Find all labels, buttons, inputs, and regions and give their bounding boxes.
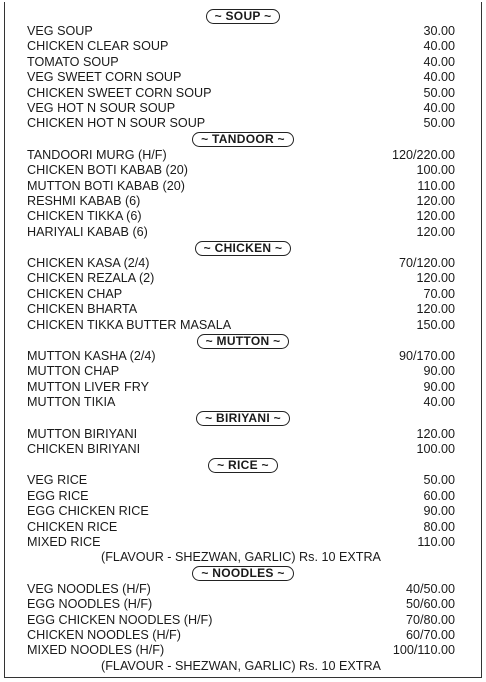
menu-item [5, 520, 481, 535]
item-name: CHICKEN KASA (2/4) [27, 256, 150, 271]
item-price: 90.00 [423, 364, 455, 379]
item-name: MUTTON BIRIYANI [27, 426, 138, 441]
menu-item [5, 116, 481, 131]
item-name: CHICKEN TIKKA (6) [27, 209, 142, 224]
item-name: MIXED NOODLES (H/F) [27, 643, 165, 658]
item-name: VEG RICE [27, 473, 88, 488]
item-name: RESHMI KABAB (6) [27, 193, 141, 208]
menu-item [5, 70, 481, 85]
menu-list [5, 2, 481, 674]
item-price: 50/60.00 [405, 597, 455, 612]
item-price: 60.00 [423, 488, 455, 503]
item-price: 40.00 [423, 39, 455, 54]
item-price: 120.00 [416, 193, 455, 208]
menu-item [5, 101, 481, 116]
menu-item [5, 148, 481, 163]
menu-item [5, 427, 481, 442]
menu-item [5, 163, 481, 178]
item-name: CHICKEN BIRIYANI [27, 441, 141, 456]
item-price: 40.00 [423, 70, 455, 85]
section-chicken [5, 240, 481, 333]
item-price: 80.00 [423, 519, 455, 534]
item-price: 40.00 [423, 54, 455, 69]
menu-item [5, 318, 481, 333]
menu-item [5, 86, 481, 101]
flavour-note: (FLAVOUR - SHEZWAN, GARLIC) Rs. 10 EXTRA [101, 550, 381, 565]
item-price: 150.00 [416, 317, 455, 332]
item-name: MUTTON CHAP [27, 364, 120, 379]
menu-item [5, 194, 481, 209]
item-price: 40.00 [423, 395, 455, 410]
item-name: MUTTON KASHA (2/4) [27, 349, 156, 364]
item-name: EGG NOODLES (H/F) [27, 597, 153, 612]
menu-item [5, 271, 481, 286]
section-title-chicken: ~ CHICKEN ~ [195, 241, 292, 256]
section-tandoor [5, 132, 481, 240]
section-noodles [5, 566, 481, 674]
section-title-biriyani: ~ BIRIYANI ~ [196, 411, 290, 426]
item-name: CHICKEN NOODLES (H/F) [27, 627, 181, 642]
menu-item [5, 535, 481, 550]
item-name: CHICKEN TIKKA BUTTER MASALA [27, 317, 232, 332]
item-price: 40/50.00 [405, 581, 455, 596]
item-price: 120.00 [416, 209, 455, 224]
item-name: EGG CHICKEN RICE [27, 504, 149, 519]
section-title-mutton: ~ MUTTON ~ [197, 334, 290, 349]
item-name: VEG SOUP [27, 24, 93, 38]
item-name: EGG RICE [27, 488, 89, 503]
item-name: VEG NOODLES (H/F) [27, 581, 151, 596]
item-price: 100.00 [416, 441, 455, 456]
item-name: CHICKEN SWEET CORN SOUP [27, 85, 212, 100]
menu-item [5, 256, 481, 271]
menu-item [5, 489, 481, 504]
menu-item [5, 39, 481, 54]
item-price: 110.00 [417, 178, 455, 193]
item-name: CHICKEN BHARTA [27, 302, 138, 317]
item-price: 120/220.00 [391, 147, 455, 162]
section-mutton [5, 333, 481, 411]
menu-item [5, 504, 481, 519]
flavour-note: (FLAVOUR - SHEZWAN, GARLIC) Rs. 10 EXTRA [101, 658, 381, 673]
item-name: CHICKEN CLEAR SOUP [27, 39, 169, 54]
item-price: 50.00 [423, 473, 455, 488]
item-name: CHICKEN RICE [27, 519, 118, 534]
item-name: TOMATO SOUP [27, 54, 119, 69]
item-price: 110.00 [417, 534, 455, 549]
menu-item [5, 582, 481, 597]
section-title-noodles: ~ NOODLES ~ [192, 566, 293, 581]
item-name: CHICKEN REZALA (2) [27, 271, 155, 286]
item-name: CHICKEN CHAP [27, 286, 123, 301]
menu-item [5, 628, 481, 643]
item-name: MUTTON LIVER FRY [27, 379, 149, 394]
item-price: 70/80.00 [405, 612, 455, 627]
item-price: 120.00 [416, 426, 455, 441]
section-title-rice: ~ RICE ~ [208, 458, 278, 473]
menu-page [4, 2, 482, 678]
item-name: MUTTON TIKIA [27, 395, 116, 410]
item-name: HARIYALI KABAB (6) [27, 224, 148, 239]
item-price: 90.00 [423, 504, 455, 519]
item-name: CHICKEN BOTI KABAB (20) [27, 163, 188, 178]
item-name: MIXED RICE [27, 534, 101, 549]
item-price: 70.00 [423, 286, 455, 301]
menu-item [5, 349, 481, 364]
item-name: VEG HOT N SOUR SOUP [27, 100, 176, 115]
item-price: 30.00 [423, 24, 455, 38]
menu-item [5, 473, 481, 488]
item-name: CHICKEN HOT N SOUR SOUP [27, 116, 206, 131]
item-price: 100/110.00 [392, 643, 455, 658]
menu-item [5, 442, 481, 457]
item-price: 50.00 [423, 85, 455, 100]
menu-item [5, 287, 481, 302]
menu-item [5, 380, 481, 395]
menu-item [5, 364, 481, 379]
section-rice [5, 457, 481, 565]
menu-item [5, 55, 481, 70]
item-name: EGG CHICKEN NOODLES (H/F) [27, 612, 213, 627]
item-name: MUTTON BOTI KABAB (20) [27, 178, 185, 193]
item-price: 120.00 [416, 302, 455, 317]
item-price: 100.00 [416, 163, 455, 178]
menu-item [5, 613, 481, 628]
section-biriyani [5, 411, 481, 458]
section-soup [5, 8, 481, 132]
menu-item [5, 395, 481, 410]
item-price: 40.00 [423, 100, 455, 115]
menu-item [5, 302, 481, 317]
menu-item [5, 179, 481, 194]
menu-item [5, 643, 481, 658]
item-price: 50.00 [423, 116, 455, 131]
item-price: 120.00 [416, 224, 455, 239]
item-price: 70/120.00 [398, 256, 455, 271]
item-price: 120.00 [416, 271, 455, 286]
menu-item [5, 597, 481, 612]
section-title-soup: ~ SOUP ~ [206, 9, 281, 24]
menu-item [5, 24, 481, 39]
item-price: 90.00 [423, 379, 455, 394]
menu-item [5, 225, 481, 240]
item-name: TANDOORI MURG (H/F) [27, 147, 167, 162]
item-name: VEG SWEET CORN SOUP [27, 70, 182, 85]
item-price: 60/70.00 [405, 627, 455, 642]
bottom-border [5, 677, 481, 678]
section-title-tandoor: ~ TANDOOR ~ [192, 132, 294, 147]
item-price: 90/170.00 [398, 349, 455, 364]
menu-item [5, 209, 481, 224]
